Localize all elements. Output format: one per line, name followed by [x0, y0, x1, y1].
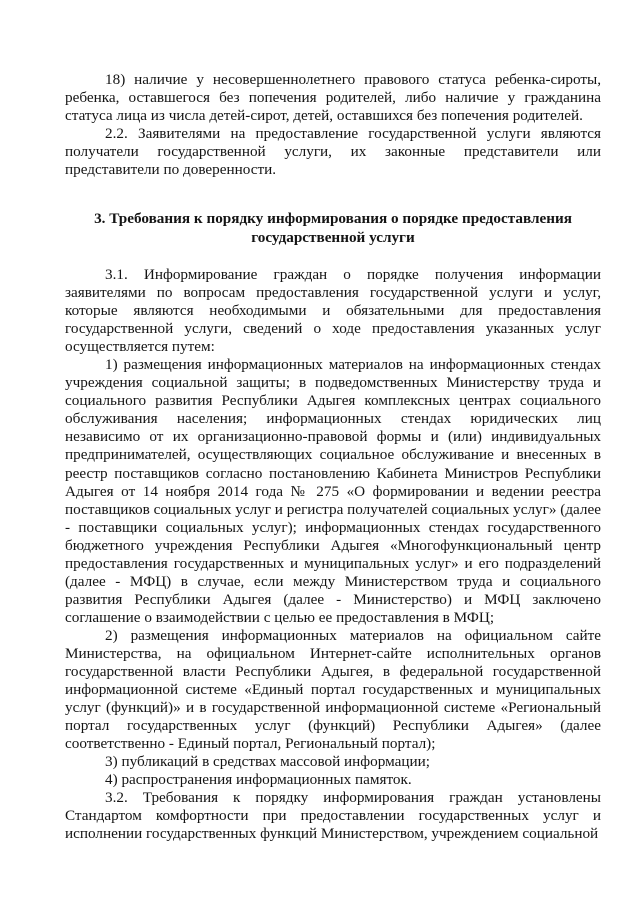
- paragraph-2-2: 2.2. Заявителями на предоставление государственной услуги являются получатели государственной услуги, их законные представители или представители по доверенности.: [65, 125, 601, 179]
- paragraph-3-1: 3.1. Информирование граждан о порядке получения информации заявителями по вопросам предоставления государственной услуги и услуг, которые являются необходимыми и обязательными для предоставления государственной услуги, сведений о ходе предоставления указанных услуг осуществляется путем:: [65, 266, 601, 356]
- paragraph-item-1: 1) размещения информационных материалов на информационных стендах учреждения социальной защиты; в подведомственных Министерству труда и социального развития Республики Адыгея комплексных центрах социального обслуживания населения; информационных стендах юридических лиц независимо от их организационно-правовой формы и (или) индивидуальных предпринимателей, осуществляющих социальное обслуживание и внесенных в реестр поставщиков согласно постановлению Кабинета Министров Республики Адыгея от 14 ноября 2014 года № 275 «О формировании и ведении реестра поставщиков социальных услуг и регистра получателей социальных услуг» (далее - поставщики социальных услуг); информационных стендах государственного бюджетного учреждения Республики Адыгея «Многофункциональный центр предоставления государственных и муниципальных услуг» и его подразделений (далее - МФЦ) в случае, если между Министерством труда и социального развития Республики Адыгея (далее - Министерство) и МФЦ заключено соглашение о взаимодействии с целью ее предоставления в МФЦ;: [65, 356, 601, 626]
- paragraph-item-18: 18) наличие у несовершеннолетнего правового статуса ребенка-сироты, ребенка, оставшегося без попечения родителей, либо наличие у гражданина статуса лица из числа детей-сирот, детей, оставшихся без попечения родителей.: [65, 71, 601, 125]
- paragraph-item-3: 3) публикаций в средствах массовой информации;: [105, 753, 430, 771]
- section-heading-line-2: государственной услуги: [251, 228, 415, 246]
- section-heading-line-1: 3. Требования к порядку информирования о порядке предоставления: [94, 210, 572, 227]
- section-text-block: [65, 266, 601, 844]
- paragraph-item-4: 4) распространения информационных памяток.: [105, 771, 412, 789]
- paragraph-3-2: 3.2. Требования к порядку информирования граждан установлены Стандартом комфортности при предоставлении государственных услуг и исполнении государственных функций Министерством, учреждением социальной: [65, 789, 601, 843]
- intro-text-block: [65, 71, 601, 179]
- paragraph-item-2: 2) размещения информационных материалов на официальном сайте Министерства, на официальном Интернет-сайте исполнительных органов государственной власти Республики Адыгея, в федеральной государственной информационной системе «Единый портал государственных и муниципальных услуг (функций)» и в государственной информационной системе «Региональный портал государственных услуг (функций) Республики Адыгея» (далее соответственно - Единый портал, Региональный портал);: [65, 626, 601, 753]
- section-heading: [65, 210, 601, 247]
